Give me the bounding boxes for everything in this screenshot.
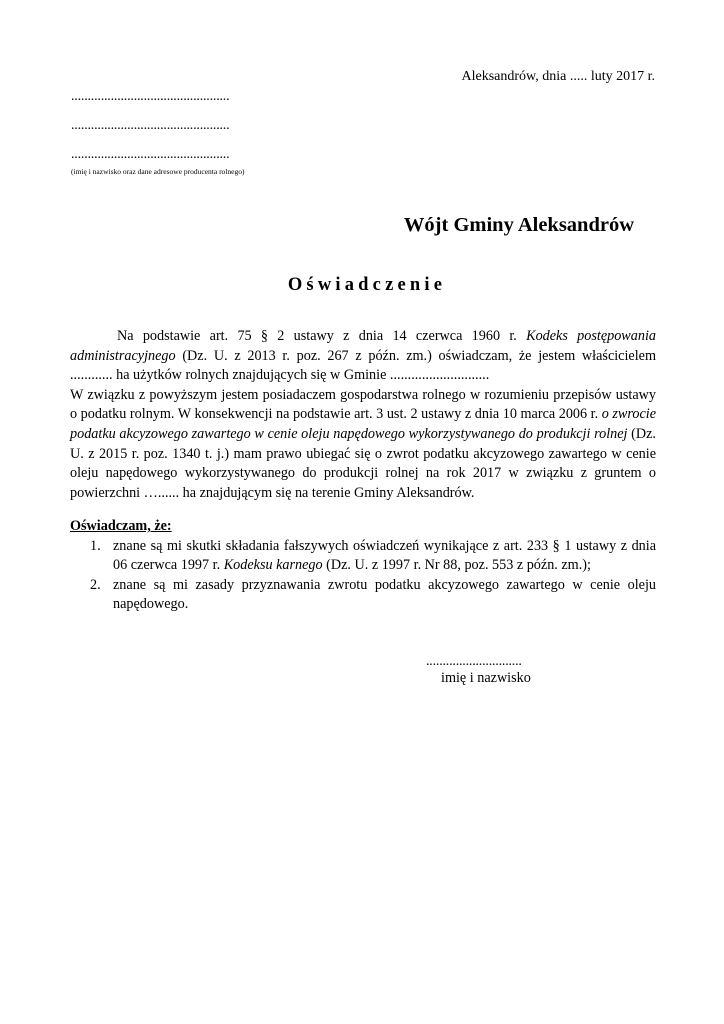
- paragraph-eligibility: [70, 386, 656, 504]
- paragraph-legal-basis: [70, 327, 656, 386]
- signature-line: .............................: [426, 654, 522, 669]
- place-date: Aleksandrów, dnia ..... luty 2017 r.: [461, 69, 655, 84]
- paragraph-text: W związku z powyższym jestem posiadaczem gospodarstwa rolnego w rozumieniu przepisów ustawy o podatku rolnym. W konsekwencji na podstawie art. 3 ust. 2 ustawy z dnia 10 marca 2006 r.: [70, 386, 656, 423]
- signature-label: imię i nazwisko: [441, 670, 531, 686]
- declaration-heading: Oświadczam, że:: [70, 518, 172, 534]
- document-body: [70, 327, 656, 503]
- list-item-text: znane są mi skutki składania fałszywych oświadczeń wynikające z art. 233 § 1 ustawy z dnia 06 czerwca 1997 r.: [113, 538, 656, 574]
- sender-caption: (imię i nazwisko oraz dane adresowe producenta rolnego): [71, 167, 245, 176]
- paragraph-text: Na podstawie art. 75 § 2 ustawy z dnia 14 czerwca 1960 r.: [117, 328, 527, 344]
- list-item-text: znane są mi zasady przyznawania zwrotu podatku akcyzowego zawartego w cenie oleju napędowego.: [113, 576, 656, 613]
- list-item: [70, 576, 656, 615]
- law-title-italic: Kodeks postępowania administracyjnego: [70, 328, 656, 364]
- list-number: 2.: [90, 576, 101, 593]
- sender-dots-line: ................................................: [71, 89, 230, 104]
- addressee: Wójt Gminy Aleksandrów: [403, 214, 634, 236]
- law-title-italic: o zwrocie podatku akcyzowego zawartego w cenie oleju napędowego wykorzystywanego do produkcji rolnej: [70, 406, 657, 442]
- sender-dots-line: ................................................: [71, 118, 230, 133]
- list-number: 1.: [90, 538, 101, 554]
- list-item-text: (Dz. U. z 1997 r. Nr 88, poz. 553 z późn. zm.);: [322, 557, 591, 574]
- declaration-list: [70, 537, 656, 615]
- document-title: Oświadczenie: [287, 275, 447, 295]
- law-title-italic: Kodeksu karnego: [223, 557, 323, 574]
- paragraph-text: (Dz. U. z 2015 r. poz. 1340 t. j.) mam prawo ubiegać się o zwrot podatku akcyzowego zawartego w cenie oleju napędowego wykorzystywanego do produkcji rolnej na rok 2017 w związku z gruntem o powierzchni …...... ha znajdującym się na terenie Gminy Aleksandrów.: [70, 425, 656, 501]
- list-item: [70, 537, 656, 576]
- sender-address-block: [71, 88, 311, 176]
- paragraph-text: (Dz. U. z 2013 r. poz. 267 z późn. zm.) oświadczam, że jestem właścicielem ............ ha użytków rolnych znajdujących się w Gminie ............................: [70, 347, 656, 384]
- sender-dots-line: ................................................: [71, 147, 230, 162]
